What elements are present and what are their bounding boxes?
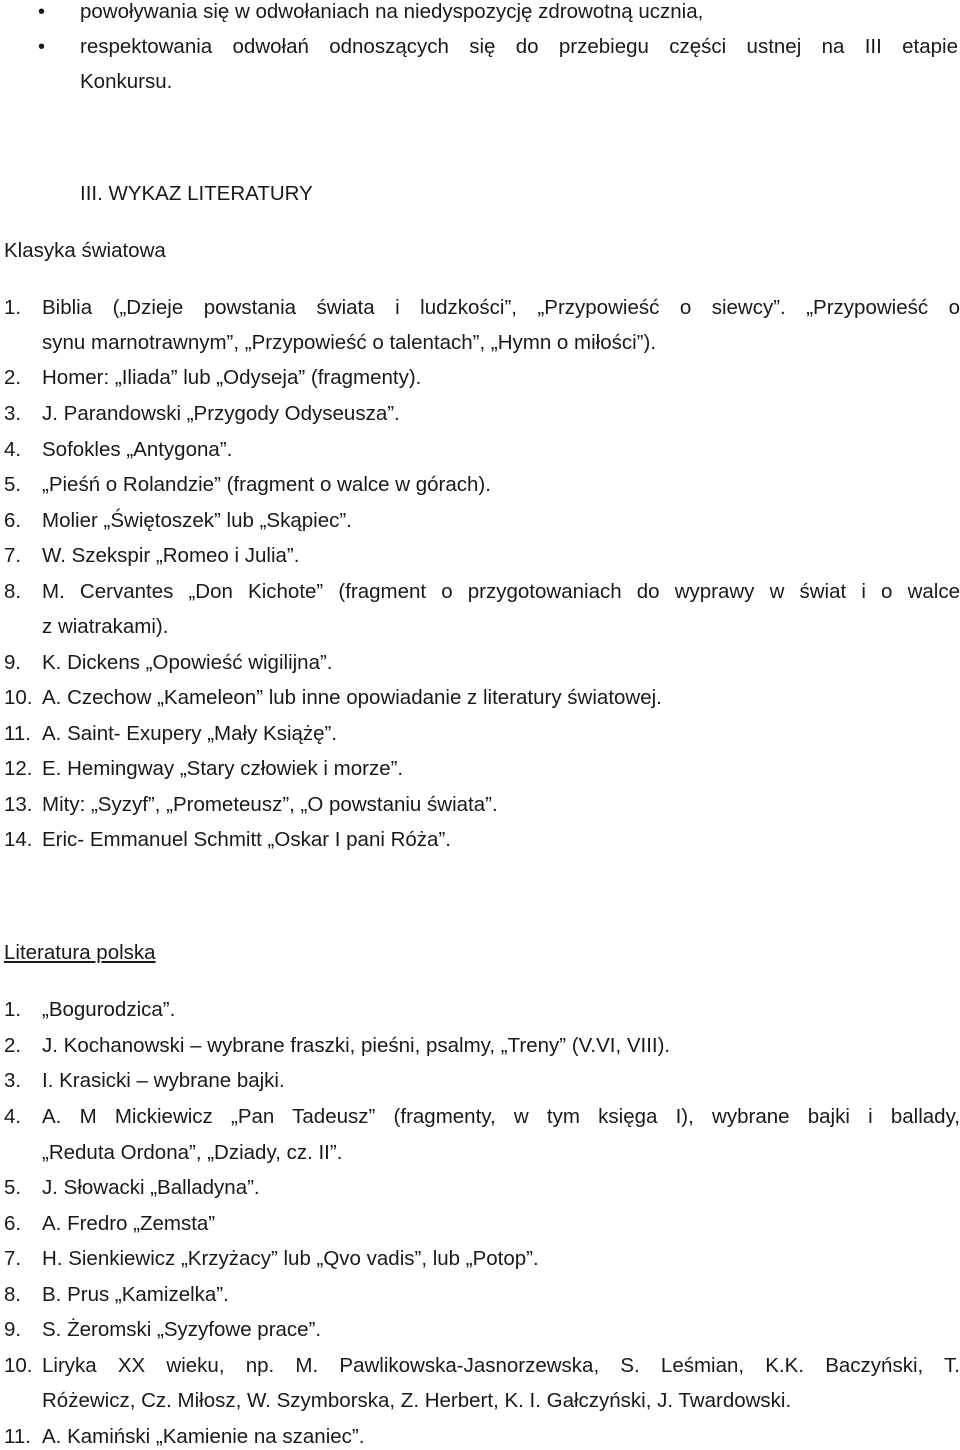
list-item-continuation: z wiatrakami). xyxy=(42,615,169,638)
list-item: „Bogurodzica”. xyxy=(42,998,176,1021)
list-item: Sofokles „Antygona”. xyxy=(42,438,233,461)
list-item: A. Czechow „Kameleon” lub inne opowiadanie z literatury światowej. xyxy=(42,686,662,709)
list-item: K. Dickens „Opowieść wigilijna”. xyxy=(42,651,333,674)
bullet-dot: • xyxy=(38,36,46,58)
list-number: 11. xyxy=(4,722,31,745)
list-number: 10. xyxy=(4,1354,33,1377)
list-number: 11. xyxy=(4,1425,31,1448)
list-number: 13. xyxy=(4,793,33,816)
list-item: A. Saint- Exupery „Mały Książę”. xyxy=(42,722,338,745)
list-number: 7. xyxy=(4,544,22,567)
list-item-continuation: Różewicz, Cz. Miłosz, W. Szymborska, Z. Herbert, K. I. Gałczyński, J. Twardowski. xyxy=(42,1389,792,1412)
list-number: 4. xyxy=(4,1105,22,1128)
list-number: 5. xyxy=(4,1176,22,1199)
list-number: 12. xyxy=(4,757,33,780)
bullet-dot: • xyxy=(38,1,46,23)
list-item: B. Prus „Kamizelka”. xyxy=(42,1283,229,1306)
list-number: 10. xyxy=(4,686,33,709)
list-number: 7. xyxy=(4,1247,22,1270)
list-item: W. Szekspir „Romeo i Julia”. xyxy=(42,544,300,567)
section-title: III. WYKAZ LITERATURY xyxy=(80,182,313,205)
list-item: M. Cervantes „Don Kichote” (fragment o przygotowaniach do wyprawy w świat i o walce xyxy=(42,580,960,603)
list-item: E. Hemingway „Stary człowiek i morze”. xyxy=(42,757,404,780)
list-item: Eric- Emmanuel Schmitt „Oskar I pani Róża”. xyxy=(42,828,451,851)
list-item: J. Kochanowski – wybrane fraszki, pieśni, psalmy, „Treny” (V.VI, VIII). xyxy=(42,1034,671,1057)
list-item: Liryka XX wieku, np. M. Pawlikowska-Jasnorzewska, S. Leśmian, K.K. Baczyński, T. xyxy=(42,1354,960,1377)
list-item: Mity: „Syzyf”, „Prometeusz”, „O powstaniu świata”. xyxy=(42,793,498,816)
list-number: 1. xyxy=(4,998,22,1021)
list-item: Molier „Świętoszek” lub „Skąpiec”. xyxy=(42,509,352,532)
list-item: Biblia („Dzieje powstania świata i ludzkości”, „Przypowieść o siewcy”. „Przypowieść o xyxy=(42,296,960,319)
list-item-continuation: synu marnotrawnym”, „Przypowieść o talentach”, „Hymn o miłości”). xyxy=(42,331,657,354)
list-item: I. Krasicki – wybrane bajki. xyxy=(42,1069,285,1092)
list-number: 4. xyxy=(4,438,22,461)
list-number: 3. xyxy=(4,402,22,425)
list-item: „Pieśń o Rolandzie” (fragment o walce w górach). xyxy=(42,473,491,496)
list-item: J. Parandowski „Przygody Odyseusza”. xyxy=(42,402,400,425)
list-number: 1. xyxy=(4,296,22,319)
list-number: 5. xyxy=(4,473,22,496)
list-number: 6. xyxy=(4,1212,22,1235)
subsection-heading-classics: Klasyka światowa xyxy=(4,239,166,262)
list-number: 9. xyxy=(4,1318,22,1341)
list-number: 3. xyxy=(4,1069,22,1092)
list-number: 8. xyxy=(4,1283,22,1306)
list-number: 8. xyxy=(4,580,22,603)
bullet-text: powoływania się w odwołaniach na niedyspozycję zdrowotną ucznia, xyxy=(80,0,704,23)
list-item-continuation: „Reduta Ordona”, „Dziady, cz. II”. xyxy=(42,1141,343,1164)
list-number: 14. xyxy=(4,828,33,851)
list-number: 2. xyxy=(4,1034,22,1057)
list-item: A. Kamiński „Kamienie na szaniec”. xyxy=(42,1425,365,1448)
bullet-text: respektowania odwołań odnoszących się do przebiegu części ustnej na III etapie xyxy=(80,35,958,58)
list-item: H. Sienkiewicz „Krzyżacy” lub „Qvo vadis”, lub „Potop”. xyxy=(42,1247,539,1270)
list-item: J. Słowacki „Balladyna”. xyxy=(42,1176,260,1199)
list-item: A. Fredro „Zemsta” xyxy=(42,1212,216,1235)
list-number: 6. xyxy=(4,509,22,532)
list-item: S. Żeromski „Syzyfowe prace”. xyxy=(42,1318,322,1341)
list-number: 9. xyxy=(4,651,22,674)
list-item: Homer: „Iliada” lub „Odyseja” (fragmenty). xyxy=(42,366,422,389)
list-item: A. M Mickiewicz „Pan Tadeusz” (fragmenty, w tym księga I), wybrane bajki i ballady, xyxy=(42,1105,960,1128)
bullet-text-continuation: Konkursu. xyxy=(80,70,173,93)
subsection-heading-polish: Literatura polska xyxy=(4,941,156,964)
list-number: 2. xyxy=(4,366,22,389)
